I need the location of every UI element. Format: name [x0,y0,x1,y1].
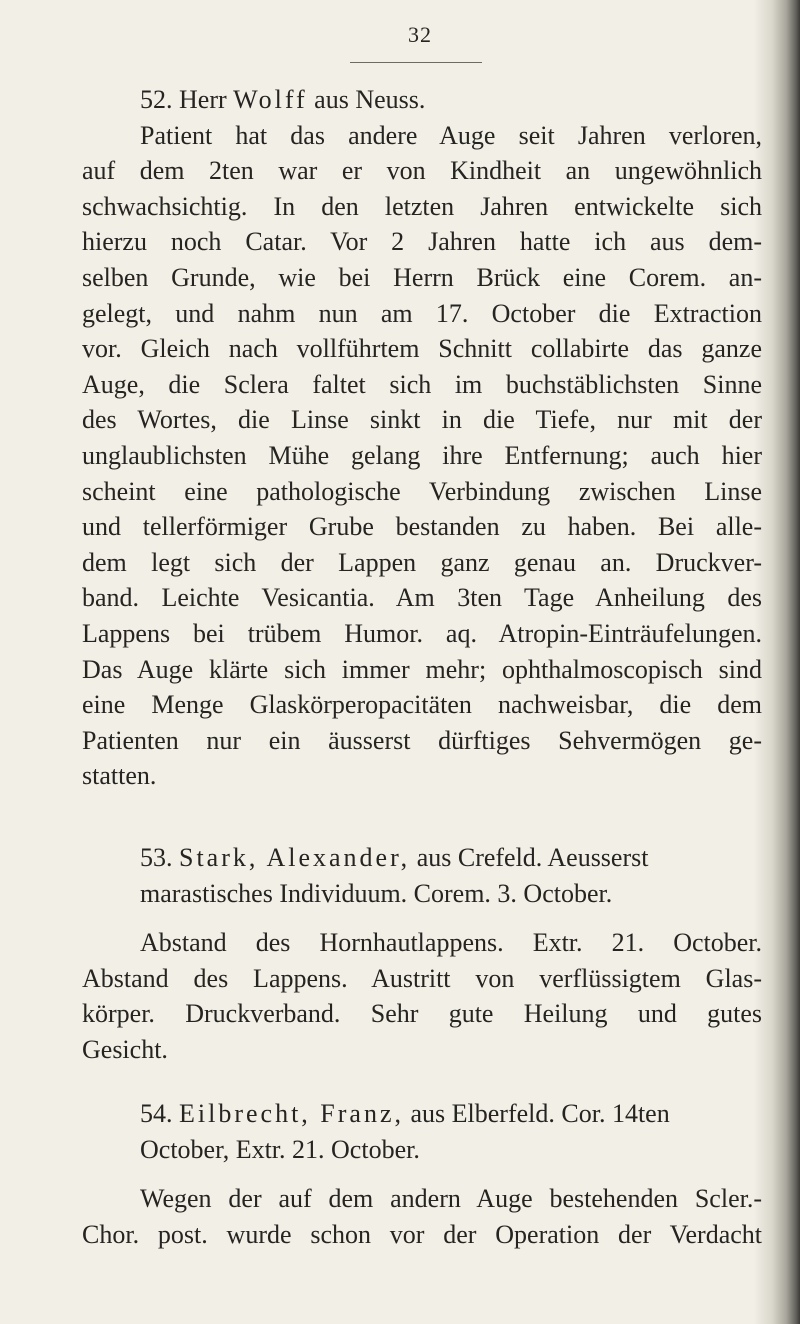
text-line: Lappens bei trübem Humor. aq. Atropin-Einträufelungen. [82,618,762,648]
entry-52 [82,82,762,794]
patient-name: Eilbrecht, Franz, [179,1099,404,1128]
text-line: eine Menge Glaskörperopacitäten nachweisbar, die dem [82,690,762,720]
text-line: Abstand des Hornhautlappens. Extr. 21. October. [140,928,762,958]
text-line: Gesicht. [82,1034,168,1064]
patient-name: Stark, Alexander, [179,843,411,872]
entry-heading [82,1096,762,1132]
text-line: band. Leichte Vesicantia. Am 3ten Tage Anheilung des [82,583,762,613]
entry-number: 52. [140,85,173,114]
text-line: Das Auge klärte sich immer mehr; ophthalmoscopisch sind [82,654,762,684]
text-line: Abstand des Lappens. Austritt von verflüssigtem Glas- [82,963,762,993]
text-line: vor. Gleich nach vollführtem Schnitt collabirte das ganze [82,334,762,364]
patient-name: Wolff [233,85,308,114]
entry-number: 54. [140,1099,173,1128]
entry-53 [82,840,762,1068]
text-line: gelegt, und nahm nun am 17. October die Extraction [82,298,762,328]
entry-title-prefix: Herr [179,85,227,114]
page-number-rule [350,62,482,63]
text-line: auf dem 2ten war er von Kindheit an ungewöhnlich [82,156,762,186]
text-line: selben Grunde, wie bei Herrn Brück eine Corem. an- [82,262,762,292]
text-line: hierzu noch Catar. Vor 2 Jahren hatte ich aus dem- [82,227,762,257]
entry-heading [82,840,762,876]
text-line: scheint eine pathologische Verbindung zwischen Linse [82,476,762,506]
patient-origin: aus Crefeld. Aeusserst [416,843,649,872]
text-line: des Wortes, die Linse sinkt in die Tiefe, nur mit der [82,405,762,435]
text-line: Patienten nur ein äusserst dürftiges Sehvermögen ge- [82,725,762,755]
text-line: statten. [82,761,157,791]
text-line: Auge, die Sclera faltet sich im buchstäblichsten Sinne [82,369,762,399]
text-line: Wegen der auf dem andern Auge bestehenden Scler.- [140,1184,762,1214]
text-line: und tellerförmiger Grube bestanden zu haben. Bei alle- [82,512,762,542]
text-line: unglaublichsten Mühe gelang ihre Entfernung; auch hier [82,440,762,470]
entry-54 [82,1096,762,1252]
text-line: Chor. post. wurde schon vor der Operation der Verdacht [82,1219,762,1249]
entry-number: 53. [140,843,173,872]
entry-heading [82,82,762,118]
text-line: Patient hat das andere Auge seit Jahren verloren, [140,120,762,150]
text-line: schwachsichtig. In den letzten Jahren entwickelte sich [82,191,762,221]
entry-heading-continuation: October, Extr. 21. October. [140,1134,420,1164]
text-line: körper. Druckverband. Sehr gute Heilung und gutes [82,999,762,1029]
page-number: 32 [408,22,432,47]
entry-heading-continuation: marastisches Individuum. Corem. 3. October. [140,878,613,908]
patient-origin: aus Neuss. [314,85,426,114]
text-line: dem legt sich der Lappen ganz genau an. Druckver- [82,547,762,577]
patient-origin: aus Elberfeld. Cor. 14ten [410,1099,670,1128]
